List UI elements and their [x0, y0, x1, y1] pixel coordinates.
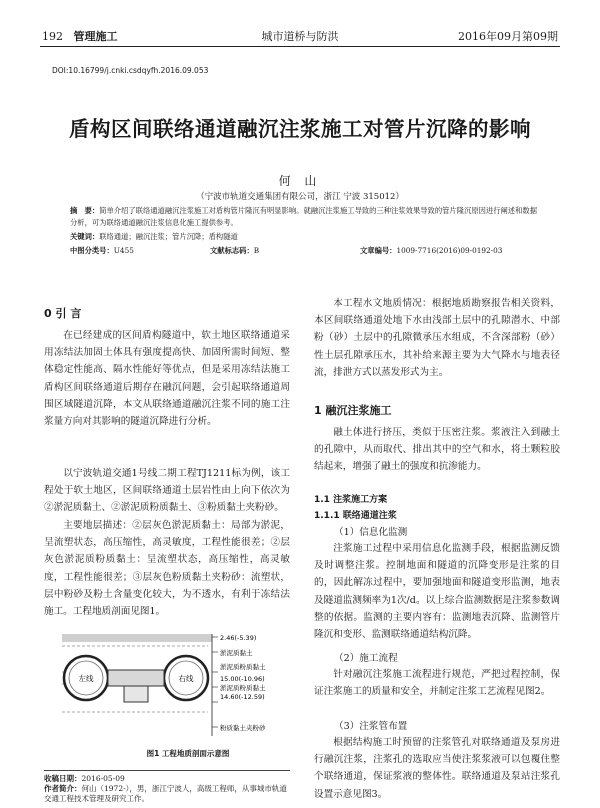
- fig-label-layer2: 淤泥质粉质黏土: [220, 663, 266, 671]
- code-label: 文献标志码：: [210, 246, 254, 255]
- section-1-1-heading: 1.1 注浆施工方案: [314, 495, 388, 505]
- geologic-section-figure: [58, 632, 318, 742]
- abstract-label: 摘 要：: [70, 206, 100, 215]
- grouting-intro-paragraph: 融土体进行挤压，类似于压密注浆。浆液注入到融土的孔隙中，从而取代、排出其中的空气和水，将土颗粒胶结起来，增强了融土的强度和抗渗能力。: [314, 427, 560, 473]
- received-label: 收稿日期：: [44, 774, 82, 783]
- pipe-layout-paragraph: 根据结构施工时预留的注浆管孔对联络通道及泵房进行融沉注浆，注浆孔的选取应当使注浆浆液可以包覆住整个联络通道，保证浆液的整体性。联络通道及泵站注浆孔设置示意见图3。: [314, 737, 560, 800]
- header-issue: 2016年09月第09期: [458, 30, 558, 43]
- ground-layer: [62, 634, 212, 642]
- abstract-text: 简单介绍了联络通道融沉注浆施工对盾构管片隆沉有明显影响。就融沉注浆施工导致的三种注浆效果导致的管片隆沉原因进行阐述和数据分析，可为联络通道融沉注浆信息化施工提供参考。: [70, 206, 537, 227]
- running-header: [40, 28, 560, 47]
- fig-label-elev2: 15.00(-10.96): [220, 675, 265, 683]
- received-line: [44, 774, 290, 784]
- author: 何 山: [278, 174, 322, 188]
- fig-label-layer4: 粉质黏土夹粉砂: [220, 724, 266, 732]
- header-journal: 城市道桥与防洪: [261, 30, 339, 43]
- clc-label: 中图分类号：: [70, 246, 114, 255]
- received-date: 2016-05-09: [81, 774, 125, 783]
- keywords: [70, 232, 540, 242]
- author-bio-line: [44, 784, 290, 804]
- left-tunnel-label: 左线: [78, 674, 94, 683]
- article-block: [360, 246, 502, 256]
- fig-label-layer1: 淤泥质黏土: [220, 649, 253, 657]
- hydro-paragraph: 本工程水文地质情况：根据地质勘察报告相关资料，本区间联络通道处地下水由浅部土层中的孔隙潜水、中部粉（砂）土层中的孔隙微承压水组成，不含深部粉（砂）性土层孔隙承压水，其补给来源主要为大气降水与地表径流，排泄方式以蒸发形式为主。: [314, 298, 560, 378]
- keywords-text: 联络通道；融沉注浆；管片沉降；盾构隧道: [99, 232, 238, 241]
- pump-station: [124, 686, 148, 702]
- item-monitoring: （1）信息化监测: [334, 527, 408, 538]
- abstract: [70, 205, 540, 229]
- intro-paragraph-3: 主要地层描述：②层灰色淤泥质黏土：局部为淤泥，呈流塑状态，高压缩性，高灵敏度，工程性能很差；②层灰色淤泥质粉质黏土：呈流塑状态，高压缩性，高灵敏度，工程性能很差；③层灰色粉质黏土夹粉砂：流塑状，层中粉砂及粉土含量变化较大，为不透水，有利于冻结法施工。工程地质剖面见图1。: [44, 520, 290, 618]
- monitoring-paragraph: 注浆施工过程中采用信息化监测手段，根据监测反馈及时调整注浆。控制地面和隧道的沉降变形是注浆的目的，因此解冻过程中，要加强地面和隧道变形监测，地表及隧道监测频率为1次/d。以上综合监测数据是注浆参数调整的依据。监测的主要内容有：监测地表沉降、监测管片隆沉和变形、监测联络通道结构沉降。: [314, 543, 560, 641]
- doi: DOI:10.16799/j.cnki.csdqyfh.2016.09.053: [52, 66, 209, 75]
- intro-paragraph-1: 在已经建成的区间盾构隧道中，软土地区联络通道采用冻结法加固土体具有强度提高快、加固所需时间短、整体稳定性能高、隔水性能好等优点，但是采用冻结法施工盾构区间联络通道后期存在融沉问题，会引起联络通道周围区域隧道沉降，本文从联络通道融沉注浆不同的施工注浆量方向对其影响的隧道沉降进行分析。: [44, 330, 290, 428]
- code-value: B: [253, 246, 260, 255]
- clc-value: U455: [113, 246, 134, 255]
- cross-passage: [108, 670, 164, 686]
- item-process: （2）施工流程: [334, 653, 398, 664]
- paper-title: 盾构区间联络通道融沉注浆施工对管片沉降的影响: [69, 117, 531, 141]
- article-label: 文章编号：: [360, 246, 397, 255]
- item-pipe-layout: （3）注浆管布置: [334, 721, 408, 732]
- intro-heading: 0 引 言: [44, 307, 82, 320]
- process-paragraph: 针对融沉注浆施工流程进行规范，严把过程控制，保证注浆施工的质量和安全，并制定注浆工艺流程见图2。: [314, 669, 560, 698]
- keywords-label: 关键词：: [70, 232, 100, 241]
- affiliation: （宁波市轨道交通集团有限公司，浙江 宁波 315012）: [196, 192, 404, 202]
- footnote: [44, 770, 290, 804]
- fig-label-elev3: 14.60(-12.59): [220, 693, 265, 701]
- fig-label-elev1: 2.46(-5.39): [220, 634, 257, 642]
- author-bio-label: 作者简介：: [44, 784, 82, 793]
- code-block: [210, 246, 259, 256]
- section-1-heading: 1 融沉注浆施工: [314, 404, 392, 417]
- clc-block: [70, 246, 134, 256]
- right-tunnel-label: 右线: [178, 674, 194, 683]
- article-value: 1009-7716(2016)09-0192-03: [396, 246, 503, 255]
- section-1-1-1-heading: 1.1.1 联络通道注浆: [314, 511, 397, 521]
- author-bio-text: 何山（1972-），男，浙江宁波人，高级工程师，从事城市轨道交通工程技术管理及研究工作。: [44, 784, 287, 803]
- intro-paragraph-2: 以宁波轨道交通1号线二期工程TJ1211标为例，该工程处于软土地区，区间联络通道土层岩性由上向下依次为②淤泥质黏土、②淤泥质粉质黏土、③粉质黏土夹粉砂。: [44, 468, 290, 514]
- page-number: 192: [42, 30, 63, 43]
- figure-caption: 图1 工程地质剖面示意图: [146, 749, 230, 758]
- fig-label-layer3: 淤泥质粉质黏土: [220, 684, 266, 692]
- header-section: 管理施工: [73, 30, 118, 43]
- classification: [70, 246, 540, 258]
